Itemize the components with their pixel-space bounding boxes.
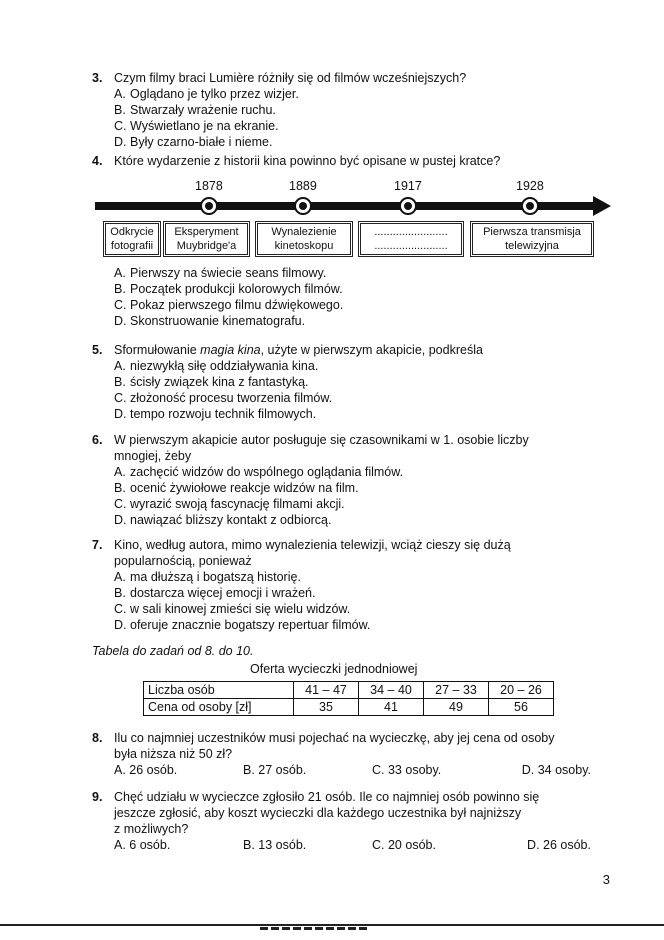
question-number: 6.	[92, 433, 103, 447]
question-number: 5.	[92, 343, 103, 357]
timeline-marker-1928	[522, 198, 538, 214]
question-5	[92, 342, 612, 422]
question-8	[92, 730, 612, 778]
answer-option-d[interactable]: D. nawiązać bliższy kontakt z odbiorcą.	[114, 513, 332, 527]
table-cell: 27 – 33	[424, 682, 489, 699]
question-text-line-1: Ilu co najmniej uczestników musi pojechać na wycieczkę, aby jej cena od osoby	[114, 731, 555, 745]
answer-option-a[interactable]: A. Pierwszy na świecie seans filmowy.	[114, 266, 327, 280]
question-4-options	[92, 265, 612, 329]
offer-table	[143, 681, 554, 716]
timeline-marker-1878	[201, 198, 217, 214]
answer-option-b[interactable]: B. ocenić żywiołowe reakcje widzów na film.	[114, 481, 359, 495]
timeline-marker-1917	[400, 198, 416, 214]
bottom-divider	[0, 924, 664, 926]
answer-option-c[interactable]: C. 33 osoby.	[372, 763, 442, 777]
answer-option-c[interactable]: C. złożoność procesu tworzenia filmów.	[114, 391, 333, 405]
timeline-box-kinetoscope: Wynalezienie kinetoskopu	[255, 221, 353, 257]
question-number: 8.	[92, 731, 103, 745]
bottom-barcode-strip	[260, 927, 370, 930]
question-text-line-2: była niższa niż 50 zł?	[114, 747, 233, 761]
answer-option-d[interactable]: D. Były czarno-białe i nieme.	[114, 135, 273, 149]
table-cell: 49	[424, 699, 489, 716]
answer-option-b[interactable]: B. 13 osób.	[243, 838, 307, 852]
question-text: Sformułowanie magia kina, użyte w pierwszym akapicie, podkreśla	[114, 343, 483, 357]
timeline-year: 1917	[394, 179, 422, 193]
answer-option-a[interactable]: A. 6 osób.	[114, 838, 171, 852]
timeline-box-empty[interactable]: ........................ ........................	[358, 221, 464, 257]
answer-option-b[interactable]: B. dostarcza więcej emocji i wrażeń.	[114, 586, 316, 600]
question-text-line-2: mnogiej, żeby	[114, 449, 192, 463]
answer-option-a[interactable]: A. niezwykłą siłę oddziaływania kina.	[114, 359, 319, 373]
answer-option-a[interactable]: A. ma dłuższą i bogatszą historię.	[114, 570, 301, 584]
page-number: 3	[602, 872, 610, 887]
question-text: Czym filmy braci Lumière różniły się od filmów wcześniejszych?	[114, 71, 467, 85]
question-text-line-2: popularnością, ponieważ	[114, 554, 252, 568]
answer-options	[114, 837, 612, 853]
table-cell: 56	[489, 699, 554, 716]
question-text-line-1: W pierwszym akapicie autor posługuje się czasownikami w 1. osobie liczby	[114, 433, 529, 447]
answer-option-d[interactable]: D. tempo rozwoju technik filmowych.	[114, 407, 317, 421]
table-cell: 35	[294, 699, 359, 716]
answer-option-a[interactable]: A. zachęcić widzów do wspólnego oglądania filmów.	[114, 465, 404, 479]
question-text-line-3: z możliwych?	[114, 822, 189, 836]
answer-option-b[interactable]: B. Początek produkcji kolorowych filmów.	[114, 282, 343, 296]
table-cell: 34 – 40	[359, 682, 424, 699]
timeline-year: 1928	[516, 179, 544, 193]
answer-option-d[interactable]: D. 26 osób.	[527, 838, 591, 852]
answer-option-d[interactable]: D. oferuje znacznie bogatszy repertuar filmów.	[114, 618, 371, 632]
timeline-box-television: Pierwsza transmisja telewizyjna	[470, 221, 594, 257]
answer-option-a[interactable]: A. 26 osób.	[114, 763, 178, 777]
question-number: 3.	[92, 71, 103, 85]
answer-option-c[interactable]: C. w sali kinowej zmieści się wielu widzów.	[114, 602, 351, 616]
table-cell: 41	[359, 699, 424, 716]
table-row	[144, 699, 554, 716]
question-number: 9.	[92, 790, 103, 804]
timeline-year: 1878	[195, 179, 223, 193]
answer-option-c[interactable]: C. 20 osób.	[372, 838, 436, 852]
timeline-year: 1889	[289, 179, 317, 193]
answer-option-d[interactable]: D. Skonstruowanie kinematografu.	[114, 314, 306, 328]
row-header: Cena od osoby [zł]	[144, 699, 294, 716]
row-header: Liczba osób	[144, 682, 294, 699]
answer-option-b[interactable]: B. Stwarzały wrażenie ruchu.	[114, 103, 276, 117]
question-text-line-1: Kino, według autora, mimo wynalezienia telewizji, wciąż cieszy się dużą	[114, 538, 511, 552]
table-title: Oferta wycieczki jednodniowej	[250, 662, 418, 676]
question-6	[92, 432, 612, 528]
question-number: 4.	[92, 154, 103, 168]
answer-option-b[interactable]: B. ścisły związek kina z fantastyką.	[114, 375, 309, 389]
answer-options	[114, 762, 612, 778]
answer-option-c[interactable]: C. wyrazić swoją fascynację filmami akcji.	[114, 497, 345, 511]
table-caption: Tabela do zadań od 8. do 10.	[92, 644, 254, 658]
question-7	[92, 537, 612, 633]
table-cell: 41 – 47	[294, 682, 359, 699]
question-text: Które wydarzenie z historii kina powinno być opisane w pustej kratce?	[114, 154, 501, 168]
table-cell: 20 – 26	[489, 682, 554, 699]
answer-option-b[interactable]: B. 27 osób.	[243, 763, 307, 777]
table-row	[144, 682, 554, 699]
answer-option-c[interactable]: C. Pokaz pierwszego filmu dźwiękowego.	[114, 298, 344, 312]
timeline-box-photography: Odkrycie fotografii	[103, 221, 161, 257]
answer-option-d[interactable]: D. 34 osoby.	[521, 763, 591, 777]
answer-option-a[interactable]: A. Oglądano je tylko przez wizjer.	[114, 87, 299, 101]
answer-option-c[interactable]: C. Wyświetlano je na ekranie.	[114, 119, 279, 133]
question-number: 7.	[92, 538, 103, 552]
timeline-marker-1889	[295, 198, 311, 214]
question-9	[92, 789, 612, 853]
question-text-line-1: Chęć udziału w wycieczce zgłosiło 21 osób. Ile co najmniej osób powinno się	[114, 790, 540, 804]
question-text-line-2: jeszcze zgłosić, aby koszt wycieczki dla każdego uczestnika był najniższy	[114, 806, 522, 820]
timeline-box-muybridge: Eksperyment Muybridge'a	[163, 221, 250, 257]
